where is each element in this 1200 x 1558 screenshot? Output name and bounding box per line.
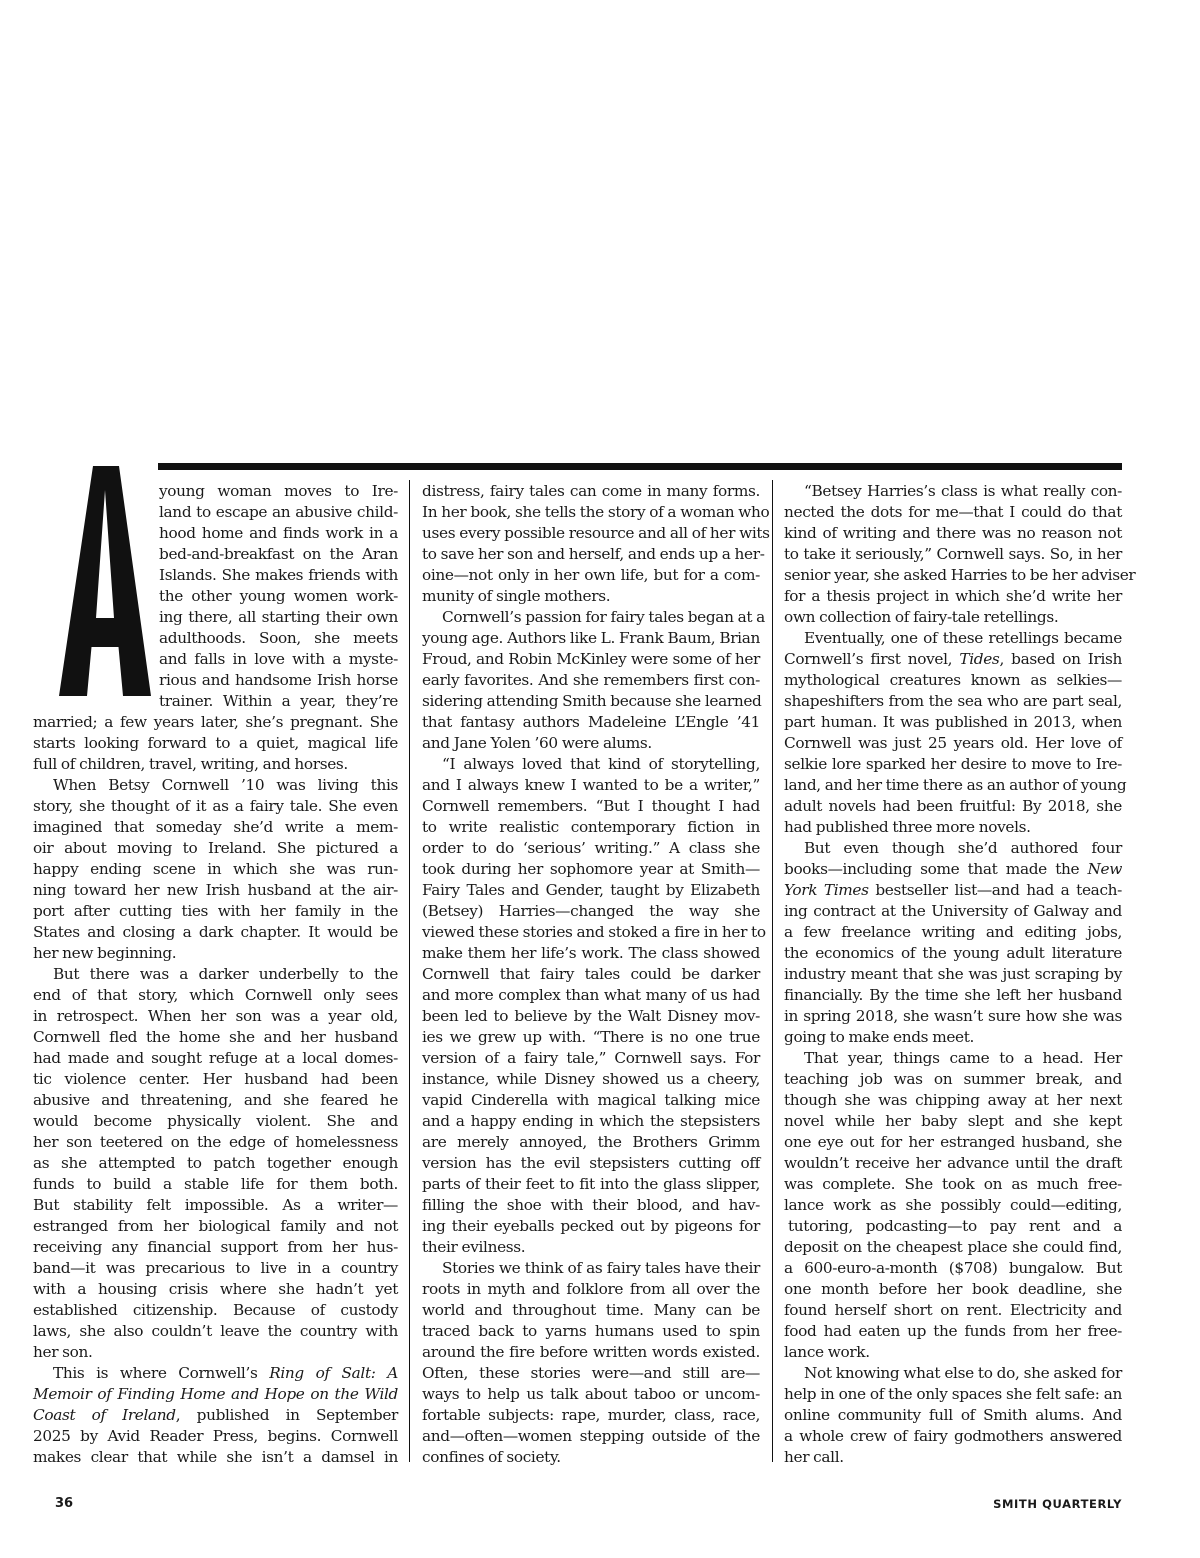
text-line: selkie lore sparked her desire to move to Ire- bbox=[784, 755, 1122, 773]
text-line: But stability felt impossible. As a writer— bbox=[33, 1196, 398, 1214]
text-line: a whole crew of fairy godmothers answered bbox=[784, 1427, 1122, 1445]
text-line: This is where Cornwell’s Ring of Salt: A bbox=[53, 1364, 398, 1382]
text-line: shapeshifters from the sea who are part seal, bbox=[784, 692, 1122, 710]
text-line: But even though she’d authored four bbox=[804, 839, 1122, 857]
text-line: munity of single mothers. bbox=[422, 587, 611, 605]
text-line: online community full of Smith alums. And bbox=[784, 1406, 1122, 1424]
text-line: her new beginning. bbox=[33, 944, 177, 962]
text-line: fortable subjects: rape, murder, class, race, bbox=[422, 1406, 760, 1424]
text-line: to write realistic contemporary fiction in bbox=[422, 818, 760, 836]
text-line: funds to build a stable life for them both. bbox=[33, 1175, 398, 1193]
text-line: senior year, she asked Harries to be her adviser bbox=[784, 566, 1136, 584]
text-line: and a happy ending in which the stepsisters bbox=[422, 1112, 760, 1130]
text-line: would become physically violent. She and bbox=[33, 1112, 398, 1130]
text-line: lance work. bbox=[784, 1343, 870, 1361]
text-line: kind of writing and there was no reason not bbox=[784, 524, 1122, 542]
text-line: books—including some that made the New bbox=[784, 860, 1122, 878]
text-line: starts looking forward to a quiet, magical life bbox=[33, 734, 398, 752]
text-line: Fairy Tales and Gender, taught by Elizabeth bbox=[422, 881, 760, 899]
text-line: Cornwell was just 25 years old. Her love of bbox=[784, 734, 1122, 752]
text-line: Stories we think of as fairy tales have their bbox=[442, 1259, 760, 1277]
text-line: been led to believe by the Walt Disney mov- bbox=[422, 1007, 760, 1025]
text-line: makes clear that while she isn’t a damsel in bbox=[33, 1448, 398, 1466]
text-line: Islands. She makes friends with bbox=[159, 566, 398, 584]
text-line: adulthoods. Soon, she meets bbox=[159, 629, 398, 647]
text-line: Not knowing what else to do, she asked for bbox=[804, 1364, 1122, 1382]
text-line: In her book, she tells the story of a woman who bbox=[422, 503, 770, 521]
text-line: abusive and threatening, and she feared he bbox=[33, 1091, 398, 1109]
text-line: had made and sought refuge at a local domes- bbox=[33, 1049, 398, 1067]
text-line: going to make ends meet. bbox=[784, 1028, 975, 1046]
text-line: oir about moving to Ireland. She pictured a bbox=[33, 839, 398, 857]
text-line: bed-and-breakfast on the Aran bbox=[159, 545, 398, 563]
text-line: found herself short on rent. Electricity and bbox=[784, 1301, 1122, 1319]
text-line: nected the dots for me—that I could do that bbox=[784, 503, 1122, 521]
text-line: one eye out for her estranged husband, she bbox=[784, 1133, 1122, 1151]
text-line: Cornwell fled the home she and her husband bbox=[33, 1028, 398, 1046]
text-line: food had eaten up the funds from her free- bbox=[784, 1322, 1122, 1340]
text-line: order to do ‘serious’ writing.” A class she bbox=[422, 839, 760, 857]
text-line: ways to help us talk about taboo or uncom- bbox=[422, 1385, 760, 1403]
text-line: States and closing a dark chapter. It would be bbox=[33, 923, 398, 941]
text-line: Eventually, one of these retellings became bbox=[804, 629, 1122, 647]
text-line: land, and her time there as an author of young bbox=[784, 776, 1127, 794]
text-line: mythological creatures known as selkies— bbox=[784, 671, 1122, 689]
text-line: full of children, travel, writing, and horses. bbox=[33, 755, 348, 773]
text-line: filling the shoe with their blood, and hav- bbox=[422, 1196, 760, 1214]
text-line: teaching job was on summer break, and bbox=[784, 1070, 1122, 1088]
text-line: adult novels had been fruitful: By 2018, she bbox=[784, 797, 1122, 815]
text-line: instance, while Disney showed us a cheery, bbox=[422, 1070, 760, 1088]
text-line: financially. By the time she left her husband bbox=[784, 986, 1122, 1004]
text-line: for a thesis project in which she’d write her bbox=[784, 587, 1122, 605]
text-line: with a housing crisis where she hadn’t yet bbox=[33, 1280, 398, 1298]
text-line: ing contract at the University of Galway and bbox=[784, 902, 1122, 920]
text-line: “I always loved that kind of storytelling, bbox=[442, 755, 760, 773]
text-line: “Betsey Harries’s class is what really con- bbox=[804, 482, 1122, 500]
text-line: married; a few years later, she’s pregnant. She bbox=[33, 713, 398, 731]
text-line: Cornwell’s first novel, Tides, based on Irish bbox=[784, 650, 1122, 668]
text-line: hood home and finds work in a bbox=[159, 524, 398, 542]
text-line: rious and handsome Irish horse bbox=[159, 671, 398, 689]
text-line: the economics of the young adult literature bbox=[784, 944, 1122, 962]
text-line: land to escape an abusive child- bbox=[159, 503, 398, 521]
text-line: ing there, all starting their own bbox=[159, 608, 398, 626]
text-line: 2025 by Avid Reader Press, begins. Cornwell bbox=[33, 1427, 398, 1445]
text-line: her son teetered on the edge of homelessness bbox=[33, 1133, 398, 1151]
text-line: her son. bbox=[33, 1343, 93, 1361]
column-divider bbox=[409, 480, 410, 1462]
text-line: Often, these stories were—and still are— bbox=[422, 1364, 760, 1382]
text-line: as she attempted to patch together enough bbox=[33, 1154, 398, 1172]
text-line: Memoir of Finding Home and Hope on the Wild bbox=[33, 1385, 398, 1403]
text-line: world and throughout time. Many can be bbox=[422, 1301, 760, 1319]
text-line: to take it seriously,” Cornwell says. So, in her bbox=[784, 545, 1122, 563]
text-line: was complete. She took on as much free- bbox=[784, 1175, 1122, 1193]
page-number: 36 bbox=[55, 1496, 74, 1511]
text-line: a few freelance writing and editing jobs, bbox=[784, 923, 1122, 941]
text-line: and more complex than what many of us had bbox=[422, 986, 760, 1004]
text-line: trainer. Within a year, they’re bbox=[159, 692, 398, 710]
article-column-3 bbox=[784, 481, 1136, 1468]
text-line: Cornwell’s passion for fairy tales began at a bbox=[442, 608, 765, 626]
text-line: That year, things came to a head. Her bbox=[804, 1049, 1122, 1067]
text-line: version of a fairy tale,” Cornwell says. For bbox=[422, 1049, 760, 1067]
text-line: But there was a darker underbelly to the bbox=[53, 965, 398, 983]
text-line: estranged from her biological family and not bbox=[33, 1217, 398, 1235]
text-line: her call. bbox=[784, 1448, 844, 1466]
text-line: oine—not only in her own life, but for a com- bbox=[422, 566, 760, 584]
text-line: receiving any financial support from her hus- bbox=[33, 1238, 398, 1256]
column-divider bbox=[772, 480, 773, 1462]
text-line: young woman moves to Ire- bbox=[159, 482, 398, 500]
text-line: laws, she also couldn’t leave the country with bbox=[33, 1322, 398, 1340]
text-line: in retrospect. When her son was a year old, bbox=[33, 1007, 398, 1025]
text-line: established citizenship. Because of custody bbox=[33, 1301, 398, 1319]
text-line: roots in myth and folklore from all over the bbox=[422, 1280, 760, 1298]
text-line: band—it was precarious to live in a country bbox=[33, 1259, 398, 1277]
text-line: novel while her baby slept and she kept bbox=[784, 1112, 1122, 1130]
text-line: a 600-euro-a-month ($708) bungalow. But bbox=[784, 1259, 1122, 1277]
text-line: in spring 2018, she wasn’t sure how she was bbox=[784, 1007, 1122, 1025]
text-line: deposit on the cheapest place she could find, bbox=[784, 1238, 1122, 1256]
text-line: one month before her book deadline, she bbox=[784, 1280, 1122, 1298]
text-line: and—often—women stepping outside of the bbox=[422, 1427, 760, 1445]
text-line: the other young women work- bbox=[159, 587, 398, 605]
article-column-1 bbox=[33, 481, 398, 1468]
text-line: vapid Cinderella with magical talking mice bbox=[422, 1091, 760, 1109]
text-line: ing their eyeballs pecked out by pigeons for bbox=[422, 1217, 760, 1235]
publication-name: SMITH QUARTERLY bbox=[993, 1497, 1122, 1511]
text-line: wouldn’t receive her advance until the draft bbox=[784, 1154, 1122, 1172]
text-line: and falls in love with a myste- bbox=[159, 650, 398, 668]
text-line: uses every possible resource and all of her wits bbox=[422, 524, 770, 542]
text-line: are merely annoyed, the Brothers Grimm bbox=[422, 1133, 760, 1151]
text-line: lance work as she possibly could—editing, bbox=[784, 1196, 1122, 1214]
text-line: took during her sophomore year at Smith— bbox=[422, 860, 760, 878]
text-line: happy ending scene in which she was run- bbox=[33, 860, 398, 878]
text-line: York Times bestseller list—and had a teach- bbox=[784, 881, 1122, 899]
text-line: Cornwell that fairy tales could be darker bbox=[422, 965, 760, 983]
text-line: viewed these stories and stoked a fire in her to bbox=[422, 923, 766, 941]
text-line: make them her life’s work. The class showed bbox=[422, 944, 760, 962]
text-line: early favorites. And she remembers first con- bbox=[422, 671, 760, 689]
text-line: own collection of fairy-tale retellings. bbox=[784, 608, 1059, 626]
text-line: ning toward her new Irish husband at the air- bbox=[33, 881, 398, 899]
text-line: traced back to yarns humans used to spin bbox=[422, 1322, 760, 1340]
text-line: port after cutting ties with her family in the bbox=[33, 902, 398, 920]
text-line: sidering attending Smith because she learned bbox=[422, 692, 762, 710]
text-line: around the fire before written words existed. bbox=[422, 1343, 760, 1361]
text-line: tutoring, podcasting—to pay rent and a bbox=[788, 1217, 1122, 1235]
text-line: young age. Authors like L. Frank Baum, Brian bbox=[422, 629, 760, 647]
text-line: Coast of Ireland, published in September bbox=[33, 1406, 399, 1424]
article-column-2 bbox=[422, 481, 770, 1468]
text-line: part human. It was published in 2013, when bbox=[784, 713, 1122, 731]
text-line: ies we grew up with. “There is no one true bbox=[422, 1028, 760, 1046]
top-rule bbox=[158, 463, 1122, 470]
text-line: end of that story, which Cornwell only sees bbox=[33, 986, 398, 1004]
text-line: parts of their feet to fit into the glass slipper, bbox=[422, 1175, 760, 1193]
text-line: had published three more novels. bbox=[784, 818, 1031, 836]
text-line: help in one of the only spaces she felt safe: an bbox=[784, 1385, 1122, 1403]
text-line: industry meant that she was just scraping by bbox=[784, 965, 1122, 983]
text-line: Cornwell remembers. “But I thought I had bbox=[422, 797, 760, 815]
text-line: distress, fairy tales can come in many forms. bbox=[422, 482, 760, 500]
text-line: and Jane Yolen ’60 were alums. bbox=[422, 734, 652, 752]
text-line: Froud, and Robin McKinley were some of her bbox=[422, 650, 760, 668]
text-line: confines of society. bbox=[422, 1448, 561, 1466]
text-line: (Betsey) Harries—changed the way she bbox=[422, 902, 760, 920]
text-line: imagined that someday she’d write a mem- bbox=[33, 818, 398, 836]
text-line: When Betsy Cornwell ’10 was living this bbox=[53, 776, 398, 794]
text-line: that fantasy authors Madeleine L’Engle ’41 bbox=[422, 713, 760, 731]
text-line: their evilness. bbox=[422, 1238, 526, 1256]
text-line: tic violence center. Her husband had been bbox=[33, 1070, 398, 1088]
text-line: to save her son and herself, and ends up a her- bbox=[422, 545, 765, 563]
text-line: though she was chipping away at her next bbox=[784, 1091, 1122, 1109]
text-line: version has the evil stepsisters cutting off bbox=[422, 1154, 760, 1172]
text-line: and I always knew I wanted to be a writer,” bbox=[422, 776, 760, 794]
text-line: story, she thought of it as a fairy tale. She even bbox=[33, 797, 398, 815]
